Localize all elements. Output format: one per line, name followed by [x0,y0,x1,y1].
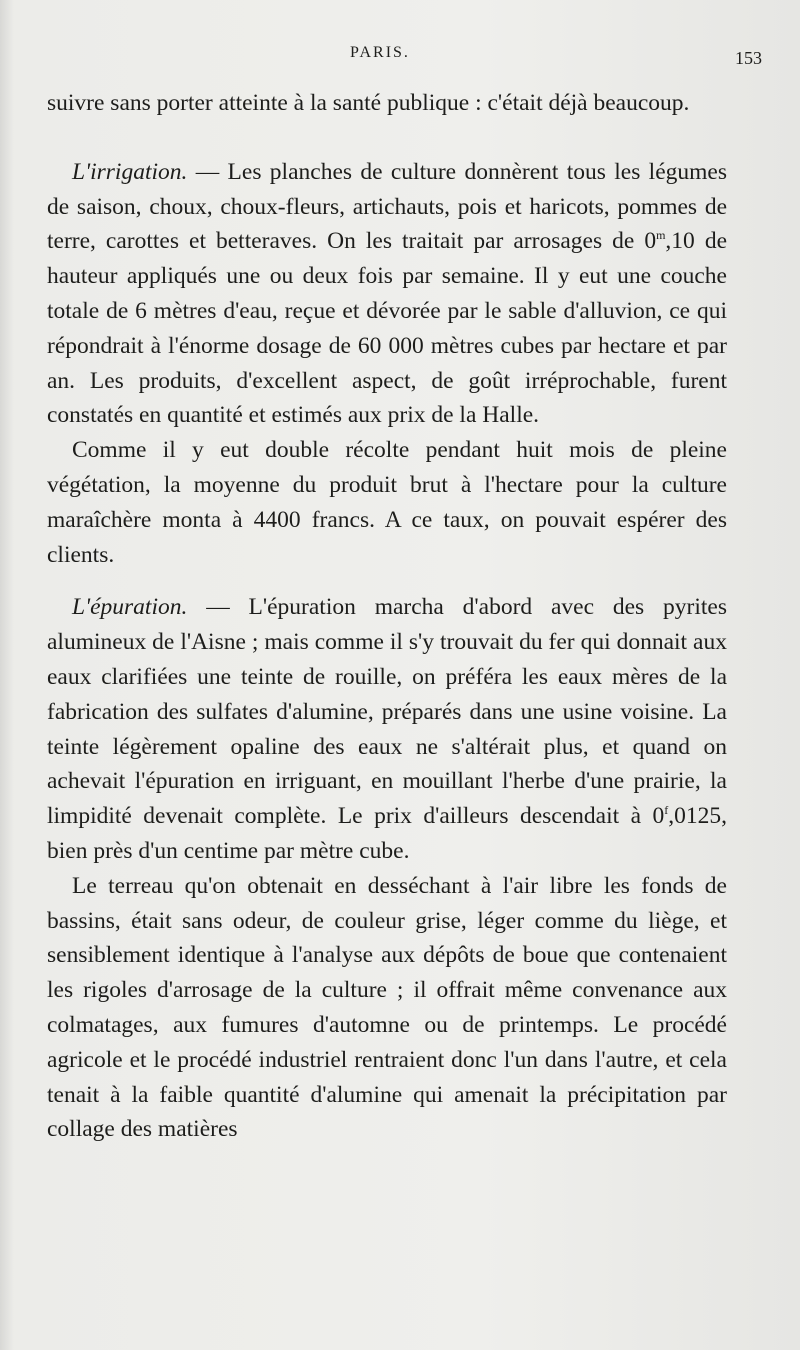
paragraph-terreau [47,869,727,1147]
paragraph-harvest [47,433,727,572]
section-heading-epuration: L'épuration. [72,594,188,621]
page-header [0,44,800,72]
paragraph-irrigation [47,155,727,433]
paragraph-continuation [47,86,727,121]
superscript-unit: f [664,803,669,818]
paragraph-text-continued: ,0125, bien près d'un centime par mètre cube. [47,803,727,864]
body-text [47,86,727,1147]
page-number: 153 [735,48,762,68]
running-head: PARIS. [350,44,410,61]
superscript-unit: m [656,228,666,243]
paragraph-text: — L'épuration marcha d'abord avec des pyrites alumineux de l'Aisne ; mais comme il s'y trouvait du fer qui donnait aux eaux clarifiées une teinte de rouille, on préféra les eaux mères de la fabrication des sulfates d'alumine, préparés dans une usine voisine. La teinte légèrement opaline des eaux ne s'altérait plus, et quand on achevait l'épuration en irriguant, en mouillant l'herbe d'une prairie, la limpidité devenait complète. Le prix d'ailleurs descendait à 0 [47,594,727,830]
paragraph-epuration [47,590,727,868]
paragraph-text-continued: ,10 de hauteur appliqués une ou deux fois par semaine. Il y eut une couche totale de 6 mètres d'eau, reçue et dévorée par le sable d'alluvion, ce qui répondrait à l'énorme dosage de 60 000 mètres cubes par hectare et par an. Les produits, d'excellent aspect, de goût irréprochable, furent constatés en quantité et estimés aux prix de la Halle. [47,228,727,429]
section-heading-irrigation: L'irrigation. [72,158,188,185]
paragraph-text: suivre sans porter atteinte à la santé publique : c'était déjà beaucoup. [47,90,690,116]
paragraph-text: Comme il y eut double récolte pendant huit mois de pleine végétation, la moyenne du produit brut à l'hectare pour la culture maraîchère monta à 4400 francs. A ce taux, on pouvait espérer des clients. [47,437,727,568]
paragraph-text: Le terreau qu'on obtenait en desséchant à l'air libre les fonds de bassins, était sans odeur, de couleur grise, léger comme du liège, et sensiblement identique à l'analyse aux dépôts de boue que contenaient les rigoles d'arrosage de la culture ; il offrait même convenance aux colmatages, aux fumures d'automne ou de printemps. Le procédé agricole et le procédé industriel rentraient donc l'un dans l'autre, et cela tenait à la faible quantité d'alumine qui amenait la précipitation par collage des matières [47,872,727,1143]
paragraph-text: — Les planches de culture donnèrent tous les légumes de saison, choux, choux-fleurs, artichauts, pois et haricots, pommes de terre, carottes et betteraves. On les traitait par arrosages de 0 [47,158,727,255]
